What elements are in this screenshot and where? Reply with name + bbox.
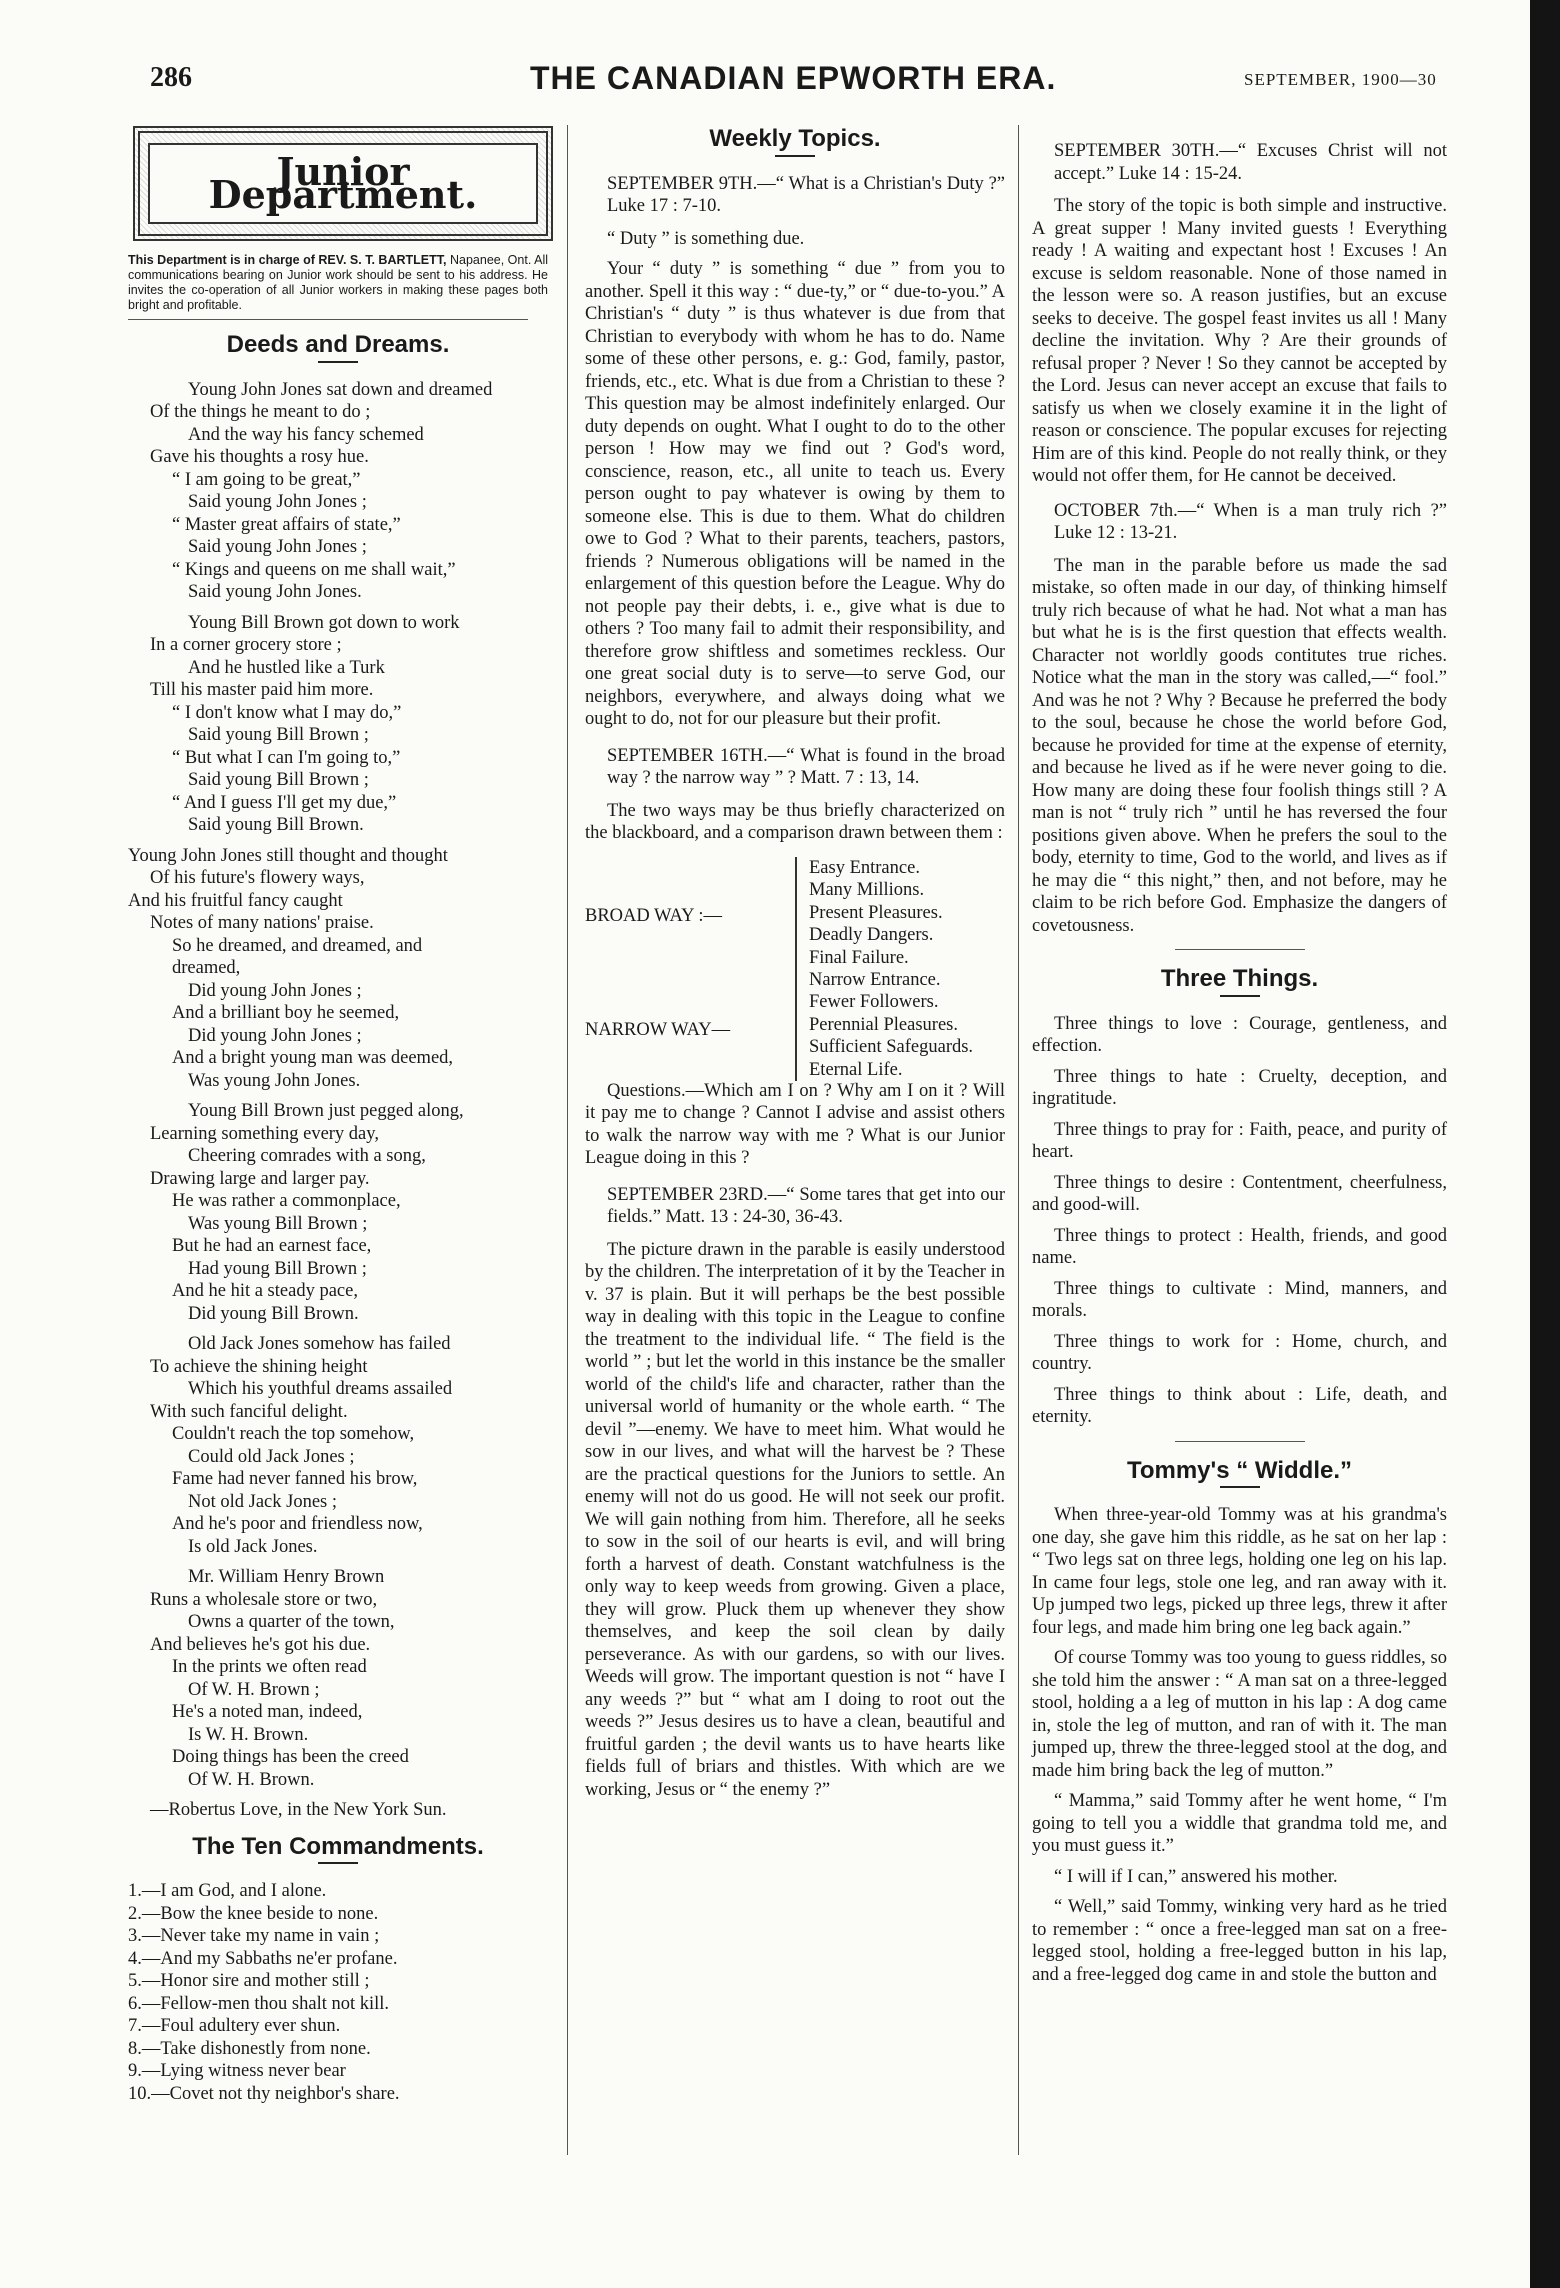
poem-line: But he had an earnest face, — [172, 1236, 372, 1256]
poem-line: Cheering comrades with a song, — [188, 1146, 426, 1166]
broad-way-label: BROAD WAY :— — [585, 905, 723, 926]
three-things-item: Three things to love : Courage, gentleness, and effection. — [1032, 1013, 1447, 1056]
poem-line: And the way his fancy schemed — [188, 424, 424, 445]
poem-line: Drawing large and larger pay. — [150, 1168, 370, 1189]
tommy-title: Tommy's “ Widdle.” — [1126, 1456, 1353, 1484]
poem-line: Young John Jones sat down and dreamed — [188, 379, 493, 400]
poem-line: Of his future's flowery ways, — [150, 868, 365, 888]
paragraph: “ Well,” said Tommy, winking very hard as he tried to remember : “ once a free-legged man sat on a free-legged stool, holding a free-legged button in his lap, and a free-legged dog came in and stole the button and — [1032, 1897, 1447, 1985]
poem-line: “ Master great affairs of state,” — [172, 514, 401, 535]
paragraph: Questions.—Which am I on ? Why am I on it ? Will it pay me to change ? Cannot I advise and assist others to walk the narrow way with me ? What is our Junior League doing in this ? — [585, 1080, 1005, 1168]
poem-line: Said young Bill Brown ; — [188, 770, 369, 790]
commandment-item: 1.—I am God, and I alone. — [128, 1881, 327, 1901]
title-rule — [1220, 1486, 1260, 1488]
poem-line: With such fanciful delight. — [150, 1401, 348, 1422]
title-rule — [775, 155, 815, 157]
poem-line: Said young John Jones. — [188, 582, 362, 602]
poem-stanza — [128, 1333, 548, 1558]
topic-heading: SEPTEMBER 9TH.—“ What is a Christian's Duty ?” Luke 17 : 7-10. — [607, 173, 1005, 216]
poem-line: Is W. H. Brown. — [188, 1724, 309, 1745]
poem-line: Owns a quarter of the town, — [188, 1612, 395, 1632]
title-rule — [318, 361, 358, 363]
column-right — [1032, 120, 1447, 1994]
three-things-item: Three things to work for : Home, church, and country. — [1032, 1331, 1447, 1374]
commandment-item: 10.—Covet not thy neighbor's share. — [128, 2083, 400, 2104]
poem-deeds-and-dreams — [128, 379, 548, 1792]
topic-heading: SEPTEMBER 16TH.—“ What is found in the broad way ? the narrow way ” ? Matt. 7 : 13, 14. — [607, 745, 1005, 788]
poem-line: Of the things he meant to do ; — [150, 402, 371, 422]
paragraph: The picture drawn in the parable is easily understood by the children. The interpretation of it by the Teacher in v. 37 is plain. But it will perhaps be the best possible way in dealing with this topic in the League to confine the treatment to the individual life. “ The field is the world ” ; but let the world in this instance be the smaller world of the child's life and character, rather than the universal world of humanity or the whole earth. “ The devil ”—enemy. We have to meet him. What would he sow in our lives, and what will the harvest be ? These are the practical questions for the Juniors to settle. An enemy will not do us good. He will not seek our profit. We will gain nothing from him. Therefore, all he seeks to sow in the soil of our hearts is evil, and will bring forth a harvest of death. Constant watchfulness is the only way to keep weeds from growing. Given a place, they will grow. Pluck them up whenever they show themselves, and keep the soil clean by daily perseverance. As with our gardens, so with our lives. Weeds will grow. The important question is not “ have I any weeds ?” but “ what am I doing to root out the weeds ?” Jesus desires us to have a clean, beautiful and fruitful garden ; the devil wants us to have hearts like fields full of briars and thistles. With which are we working, Jesus or “ the enemy ?” — [585, 1239, 1005, 1800]
weekly-topics-title: Weekly Topics. — [709, 125, 881, 152]
poem-line: Said young Bill Brown ; — [188, 725, 369, 745]
poem-credit: —Robertus Love, in the New York Sun. — [150, 1800, 447, 1820]
poem-line: And his fruitful fancy caught — [128, 890, 343, 911]
paragraph: The man in the parable before us made the sad mistake, so often made in our day, of thinking himself truly rich because of what he had. Not what a man has but what he is is the first question that effects wealth. Character not worldly goods contitutes true riches. Notice what the man in the story was called,—“ fool.” And was he not ? Why ? Because he preferred the body to the soul, because he chose the world before God, because he provided for time at the expense of eternity, and because he lived as if he were never going to die. How many are doing these four foolish things still ? A man is not “ truly rich ” until he has reversed the four positions given above. When he prefers the soul to the body, eternity to time, God to the world, and lives as if he may die “ this night,” then, and not before, may he claim to be rich before God. Emphasize the dangers of covetousness. — [1032, 555, 1447, 936]
paragraph: When three-year-old Tommy was at his grandma's one day, she gave him this riddle, as he sat on her lap : “ Two legs sat on three legs, holding one leg on his lap. In came four legs, stole one leg, and ran away with it. Up jumped two legs, picked up three legs, threw it after four legs, and made him bring one leg back again.” — [1032, 1505, 1447, 1638]
commandment-item: 7.—Foul adultery ever shun. — [128, 2016, 341, 2036]
poem-line: Gave his thoughts a rosy hue. — [150, 447, 369, 467]
poem-line: Is old Jack Jones. — [188, 1536, 318, 1557]
poem-line: And he hustled like a Turk — [188, 657, 385, 678]
paragraph: “ Duty ” is something due. — [607, 228, 805, 249]
three-things-item: Three things to desire : Contentment, cheerfulness, and good-will. — [1032, 1172, 1447, 1215]
narrow-way-item: Fewer Followers. — [809, 992, 939, 1012]
poem-line: And he's poor and friendless now, — [172, 1514, 423, 1534]
title-rule — [318, 1862, 358, 1864]
paragraph: “ Mamma,” said Tommy after he went home, “ I'm going to tell you a widdle that grandma told me, and you must guess it.” — [1032, 1791, 1447, 1856]
tommy-story — [1032, 1504, 1447, 1986]
poem-line: Fame had never fanned his brow, — [172, 1469, 418, 1489]
topic-heading: SEPTEMBER 23RD.—“ Some tares that get into our fields.” Matt. 13 : 24-30, 36-43. — [607, 1184, 1005, 1227]
poem-line: Not old Jack Jones ; — [188, 1491, 338, 1512]
issue-date: SEPTEMBER, 1900—30 — [1244, 70, 1437, 89]
three-things-item: Three things to pray for : Faith, peace, and purity of heart. — [1032, 1119, 1447, 1162]
poem-stanza — [128, 379, 548, 604]
poem-line: Said young John Jones ; — [188, 537, 367, 557]
poem-line: “ Kings and queens on me shall wait,” — [172, 559, 456, 580]
title-rule — [1220, 995, 1260, 997]
poem-line: Did young John Jones ; — [188, 1025, 362, 1046]
poem-stanza — [128, 1566, 548, 1791]
poem-line: And he hit a steady pace, — [172, 1281, 358, 1301]
commandment-item: 9.—Lying witness never bear — [128, 2061, 346, 2081]
poem-line: Doing things has been the creed — [172, 1747, 409, 1767]
column-left — [128, 120, 548, 2105]
narrow-way-item: Eternal Life. — [809, 1059, 903, 1080]
poem-line: Said young John Jones ; — [188, 492, 367, 512]
section-rule — [1175, 949, 1305, 950]
three-things-item: Three things to protect : Health, friends, and good name. — [1032, 1225, 1447, 1268]
poem-line: Young John Jones still thought and thought — [128, 845, 448, 866]
poem-line: Couldn't reach the top somehow, — [172, 1424, 415, 1444]
commandment-item: 8.—Take dishonestly from none. — [128, 2038, 371, 2059]
poem-line: Till his master paid him more. — [150, 680, 374, 700]
poem-stanza — [128, 1100, 548, 1325]
poem-line: Was young John Jones. — [188, 1070, 361, 1091]
poem-line: To achieve the shining height — [150, 1356, 368, 1377]
poem-line: “ And I guess I'll get my due,” — [172, 792, 397, 813]
section-rule — [1175, 1441, 1305, 1442]
broad-way-item: Easy Entrance. — [809, 857, 920, 878]
poem-line: So he dreamed, and dreamed, and — [172, 935, 423, 956]
paragraph: The story of the topic is both simple and instructive. A great supper ! Many invited guests ! Everything ready ! A waiting and expectant host ! Excuses ! An excuse is seldom reasonable. None of those named in the lesson were so. A reason justifies, but an excuse seeks to deceive. The gospel feast invites us all ! Many decline the invitation. Why ? Are their grounds of refusal proper ? Never ! So they cannot be accepted by the Lord. Jesus can never accept an excuse that fails to satisfy us when we closely examine it in the light of reason or conscience. The popular excuses for rejecting Him are of this kind. People do not really think, or they would not offer them, for He cannot be deceived. — [1032, 196, 1447, 486]
narrow-way-item: Sufficient Safeguards. — [809, 1037, 974, 1057]
commandment-item: 3.—Never take my name in vain ; — [128, 1926, 380, 1946]
broad-way-item: Final Failure. — [809, 947, 909, 968]
three-things-item: Three things to cultivate : Mind, manners, and morals. — [1032, 1278, 1447, 1321]
commandment-item: 6.—Fellow-men thou shalt not kill. — [128, 1993, 390, 2014]
topic-heading: SEPTEMBER 30TH.—“ Excuses Christ will not accept.” Luke 14 : 15-24. — [1054, 141, 1447, 184]
section-rule — [128, 319, 528, 320]
poem-line: Mr. William Henry Brown — [188, 1567, 385, 1587]
commandment-item: 4.—And my Sabbaths ne'er profane. — [128, 1948, 398, 1969]
poem-line: Was young Bill Brown ; — [188, 1213, 368, 1234]
three-things-list — [1032, 1013, 1447, 1429]
poem-stanza — [128, 845, 548, 1093]
department-note-lead: This Department is in charge of REV. S. T. BARTLETT, — [128, 253, 447, 267]
poem-line: Of W. H. Brown ; — [188, 1679, 320, 1700]
broad-way-item: Deadly Dangers. — [809, 925, 934, 945]
column-rule — [567, 125, 568, 2155]
junior-department-title: Junior Department. — [148, 143, 538, 224]
three-things-item: Three things to hate : Cruelty, deception, and ingratitude. — [1032, 1066, 1447, 1109]
broad-way-list — [795, 857, 943, 970]
paragraph: “ I will if I can,” answered his mother. — [1054, 1866, 1338, 1887]
commandments-title: The Ten Commandments. — [192, 1832, 484, 1860]
commandments-list — [128, 1880, 548, 2105]
poem-line: Runs a wholesale store or two, — [150, 1589, 378, 1610]
poem-line: Which his youthful dreams assailed — [188, 1379, 453, 1399]
paragraph: Your “ duty ” is something “ due ” from you to another. Spell it this way : “ due-ty,” or “ due-to-you.” A Christian's “ duty ” is thus whatever is due from that Christian to everybody with whom he has to do. Name some of these other persons, e. g.: God, family, pastor, friends, etc., etc. What is due from a Christian to these ? This question may be almost indefinitely enlarged. Our duty depends on ought. What I ought to do to the other person ! How may we find out ? God's word, conscience, reason, etc., all unite to teach us. Every person ought to pay whatever is owing by them to someone else. This is due to them. What do children owe to God ? What to their parents, teachers, pastors, friends ? Numerous obligations will be named in the enlargement of this question before the League. Why do not people pay their debts, i. e., give what is due to others ? Too many fail to admit their responsibility, and therefore grow shiftless and sometimes reckless. Our one great social duty is to serve—to serve God, our neighbors, everywhere, and always doing what we ought to do, not for our pleasure but their profit. — [585, 259, 1005, 729]
narrow-way-list — [795, 969, 973, 1082]
broad-way-item: Many Millions. — [809, 880, 925, 900]
poem-line: He's a noted man, indeed, — [172, 1702, 363, 1722]
poem-line: And a bright young man was deemed, — [172, 1048, 454, 1068]
poem-line: dreamed, — [172, 958, 241, 978]
department-note-text: Napanee, Ont. All communications bearing on Junior work should be sent to his address. He invites the co-operation of all Junior workers in making these pages both bright and profitable. — [128, 253, 548, 312]
poem-line: He was rather a commonplace, — [172, 1191, 401, 1211]
poem-line: Notes of many nations' praise. — [150, 913, 374, 933]
poem-line: And believes he's got his due. — [150, 1634, 371, 1655]
poem-stanza — [128, 612, 548, 837]
poem-line: “ But what I can I'm going to,” — [172, 747, 401, 768]
poem-line: Of W. H. Brown. — [188, 1769, 315, 1790]
junior-department-banner — [133, 126, 553, 241]
column-rule — [1018, 125, 1019, 2155]
three-things-title: Three Things. — [1160, 965, 1319, 992]
commandment-item: 5.—Honor sire and mother still ; — [128, 1971, 370, 1991]
topic-heading: OCTOBER 7th.—“ When is a man truly rich ?” Luke 12 : 13-21. — [1054, 500, 1447, 543]
magazine-title: THE CANADIAN EPWORTH ERA. — [530, 60, 1057, 96]
narrow-way-label: NARROW WAY— — [585, 1019, 731, 1040]
poem-line: Old Jack Jones somehow has failed — [188, 1334, 451, 1354]
poem-line: Could old Jack Jones ; — [188, 1446, 355, 1467]
poem-line: Learning something every day, — [150, 1123, 379, 1144]
poem-line: And a brilliant boy he seemed, — [172, 1003, 400, 1023]
paragraph: The two ways may be thus briefly characterized on the blackboard, and a comparison drawn between them : — [585, 800, 1005, 843]
poem-line: Did young Bill Brown. — [188, 1303, 359, 1324]
poem-line: In the prints we often read — [172, 1657, 367, 1677]
poem-line: Young Bill Brown just pegged along, — [188, 1101, 464, 1121]
poem-line: Young Bill Brown got down to work — [188, 612, 460, 633]
column-middle — [585, 120, 1005, 1809]
narrow-way-item: Perennial Pleasures. — [809, 1014, 958, 1035]
poem-line: “ I am going to be great,” — [172, 469, 361, 490]
page-number: 286 — [150, 62, 192, 93]
narrow-way-item: Narrow Entrance. — [809, 969, 941, 990]
poem-line: Did young John Jones ; — [188, 980, 362, 1001]
paragraph: Of course Tommy was too young to guess riddles, so she told him the answer : “ A man sat on a three-legged stool, holding a a leg of mutton in his lap : A dog came in, stole the leg of mutton, and ran of with it. The man jumped up, threw the three-legged stool at the dog, and made him bring back the leg of mutton.” — [1032, 1648, 1447, 1781]
commandment-item: 2.—Bow the knee beside to none. — [128, 1903, 379, 1924]
poem-line: “ I don't know what I may do,” — [172, 702, 402, 723]
poem-line: Had young Bill Brown ; — [188, 1258, 367, 1279]
page-edge — [1530, 0, 1560, 2288]
broad-way-item: Present Pleasures. — [809, 902, 943, 923]
poem-line: In a corner grocery store ; — [150, 635, 342, 655]
ways-comparison — [585, 857, 1005, 1080]
poem-line: Said young Bill Brown. — [188, 815, 364, 835]
department-note — [128, 253, 548, 313]
poem-title: Deeds and Dreams. — [226, 331, 450, 358]
three-things-item: Three things to think about : Life, death, and eternity. — [1032, 1384, 1447, 1427]
